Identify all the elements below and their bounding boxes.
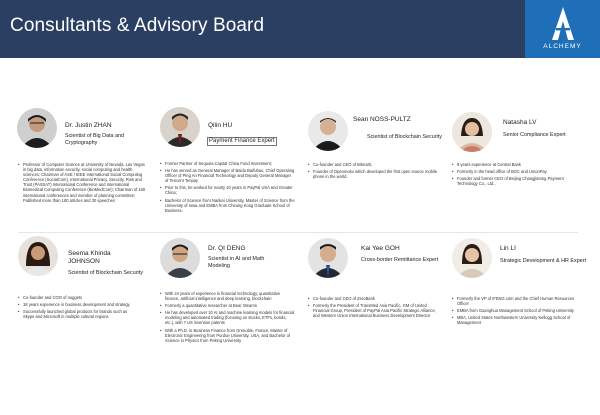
consultant-name: Kai Yee GOH bbox=[361, 245, 400, 252]
avatar bbox=[160, 107, 200, 147]
consultant-name: Qilin HU bbox=[208, 122, 233, 129]
consultant-bio bbox=[160, 161, 295, 215]
consultant-role: Strategic Development & HR Expert bbox=[500, 258, 586, 264]
avatar bbox=[18, 236, 58, 276]
bio-item: • Co-founder and CEO of ZeroBank bbox=[308, 296, 443, 301]
bio-item: • Co-founder and COO of nuggets bbox=[18, 295, 138, 300]
consultant-role: Scientist of Big Data and Cryptography bbox=[65, 133, 125, 146]
bio-item: • Formerly a quantitative researcher at Bear Stearns bbox=[160, 303, 295, 308]
row-divider bbox=[18, 232, 578, 233]
bio-item: • MBA, United States Northwestern University Kellogg School of Management bbox=[452, 315, 580, 325]
alchemy-logo-icon bbox=[550, 6, 576, 40]
bio-item: • 18 years experience in business development and strategy bbox=[18, 302, 138, 307]
bio-item: • Formerly the President of TransMed Asia Pacific, GM of United Financial Group, President of PayPal Asia Pacific Strategic Alliance, and Western Union International Business Development Director bbox=[308, 303, 443, 318]
consultant-bio bbox=[452, 296, 580, 327]
bio-item: • Founder and former CEO of Beijing Changjiatong Payment Technology Co., Ltd., bbox=[452, 176, 572, 186]
bio-item: • He has developed over 10 AI and machine learning models for financial modeling and automated trading (focusing on stocks, ETFs, bonds, etc.), with 7 US invention patents bbox=[160, 310, 295, 325]
bio-item: • Formerly in the head office of BOC and UnionPay bbox=[452, 169, 572, 174]
bio-item: • Professor of Computer Science at University of Nevada, Las Vegas in big data, information security, social computing and health sciences; Chairman of ASE / IEEE International Social Computing Conference (SocialCom), International Privacy, Security, Risk and Trust (PASSAT) International Conference and International Biomedical Computing Conference (BioMedCom); Chairman of 160 international conferences and member of planning committee; Published more than 180 articles and 30 speeches bbox=[18, 162, 146, 203]
bio-item: • Former Partner of Sequoia Capital China Fund Investment; bbox=[160, 161, 295, 166]
logo-text: ALCHEMY bbox=[543, 43, 582, 50]
logo bbox=[525, 0, 600, 58]
consultant-bio bbox=[18, 295, 138, 321]
bio-item: • Successfully launched global products for brands such as Skype and Microsoft in multiple cultural regions bbox=[18, 309, 138, 319]
consultant-role: Scientist of Blockchain Security bbox=[68, 270, 143, 276]
page-title: Consultants & Advisory Board bbox=[10, 15, 265, 36]
avatar bbox=[308, 111, 348, 151]
bio-item: • He has served as General Manager of Baidu Baifubao, Chief Operating Officer of Ping An Financial Technology and Deputy General Manager of Tencent Tenpay bbox=[160, 168, 295, 183]
avatar bbox=[308, 238, 348, 278]
bio-item: • Co-founder and CEO of Bitmark; bbox=[308, 162, 438, 167]
bio-item: • Prior to this, he worked for nearly 10 years in PayPal USA and Greater China; bbox=[160, 185, 295, 195]
consultant-role: Cross-border Remittance Expert bbox=[361, 257, 439, 263]
bio-item: • Formerly the VP of IFENG.com and the Chief Human Resources Officer bbox=[452, 296, 580, 306]
consultant-role: Scientist in AI and Math Modeling bbox=[208, 256, 265, 269]
consultant-name: Dr. Justin ZHAN bbox=[65, 122, 112, 129]
consultant-role: Senior Compliance Expert bbox=[503, 132, 566, 138]
consultant-role: Payment Finance Expert bbox=[209, 138, 275, 144]
consultant-name: Dr. QI DENG bbox=[208, 245, 246, 252]
consultant-name: Natasha LV bbox=[503, 119, 537, 126]
consultant-bio bbox=[160, 291, 295, 345]
consultant-bio bbox=[452, 162, 572, 188]
consultant-bio bbox=[308, 296, 443, 320]
bio-item: • Bachelor of Science from Nankai University, Master of Science from the University of Iowa and EMBA from Cheung Kong Graduate School of Business. bbox=[160, 198, 295, 213]
consultant-name: Seema Khinda JOHNSON bbox=[68, 250, 111, 265]
bio-item: • With a Ph.D. in Business Finance from Grenoble, France, Master of Electronic Engineering from Purdue University, USA, and Bachelor of Science in Physics from Peking University bbox=[160, 328, 295, 343]
consultant-name: Lin LI bbox=[500, 245, 516, 252]
bio-item: • Founder of Openmoko which developed the first open source mobile phone in the world. bbox=[308, 169, 438, 179]
avatar bbox=[160, 238, 200, 278]
bio-item: • 8 years experience at Central Bank bbox=[452, 162, 572, 167]
consultant-name: Sean NOSS-PULTZ bbox=[353, 116, 411, 123]
avatar bbox=[452, 238, 492, 278]
bio-item: • With 24 years of experience in financial technology, quantitative finance, artificial intelligence and deep learning, blockchain bbox=[160, 291, 295, 301]
consultant-role: Scientist of Blockchain Security bbox=[367, 134, 442, 140]
header-bar bbox=[0, 0, 600, 58]
bio-item: • EMBA from Guanghua Management School of Peking University bbox=[452, 308, 580, 313]
avatar bbox=[452, 112, 492, 152]
avatar bbox=[17, 108, 57, 148]
consultant-bio bbox=[308, 162, 438, 181]
consultant-bio bbox=[18, 162, 146, 205]
